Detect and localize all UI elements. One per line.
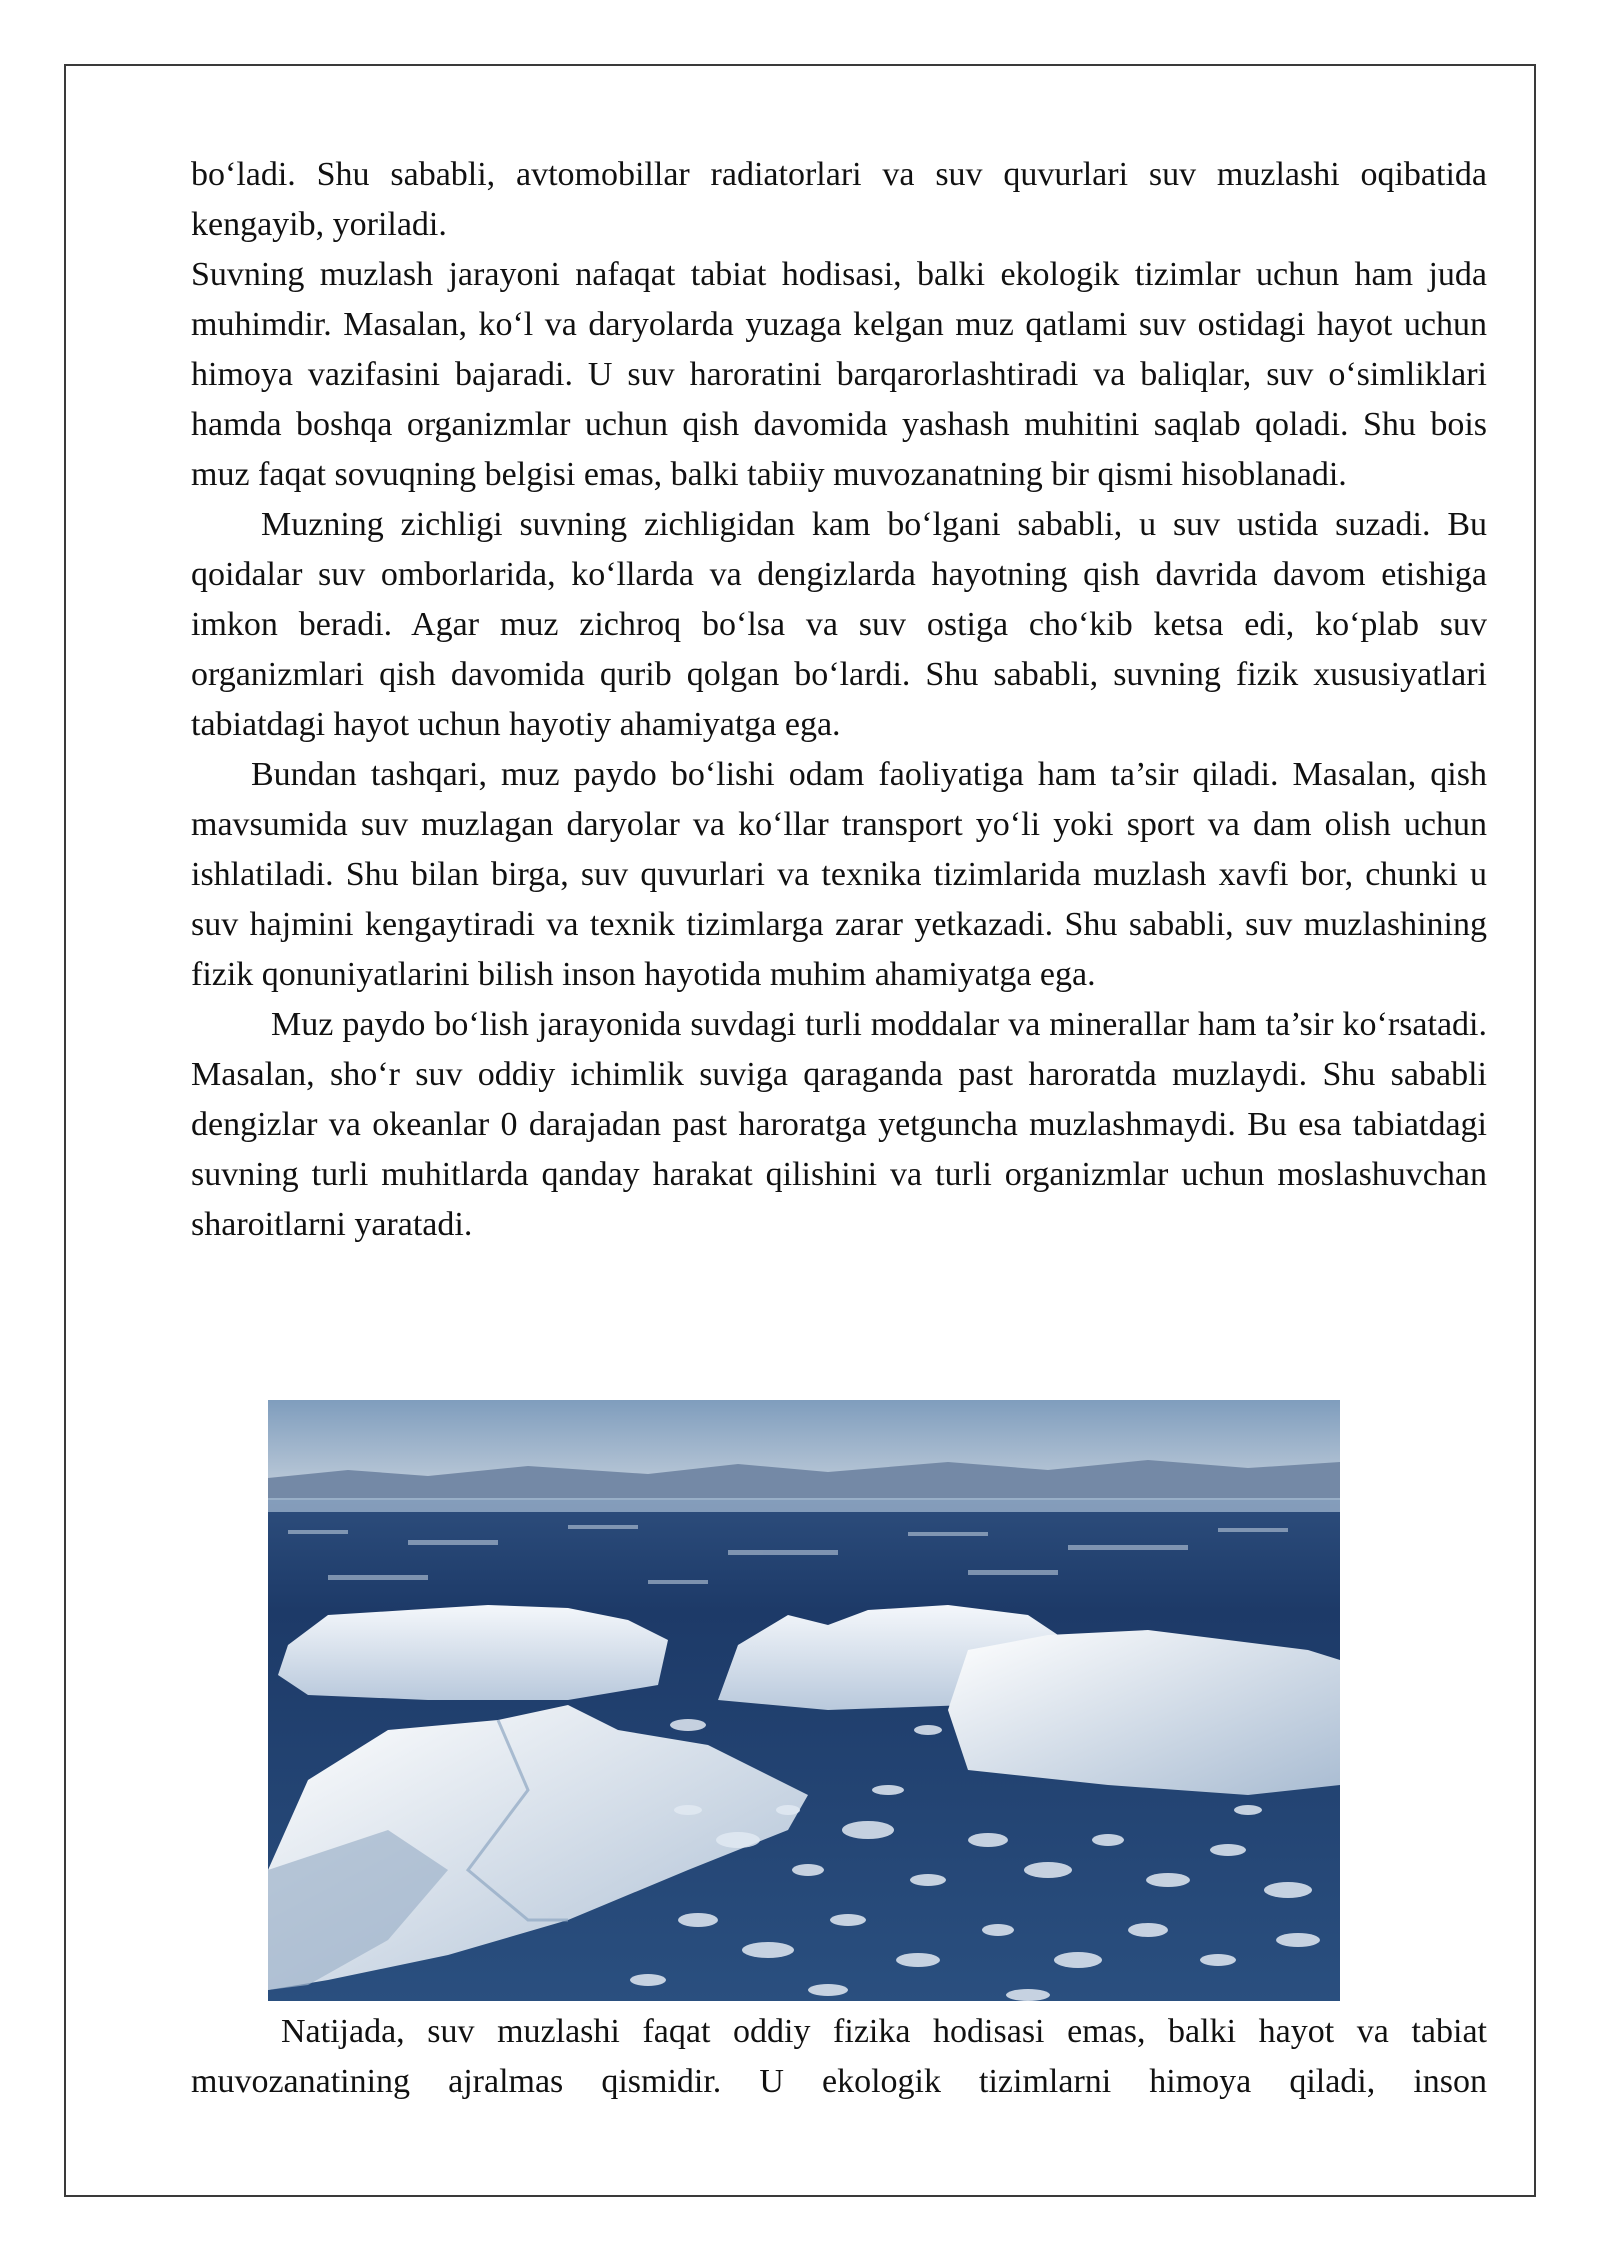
document-body: [191, 150, 1487, 1250]
paragraph-3: Muzning zichligi suvning zichligidan kam bo‘lgani sababli, u suv ustida suzadi. Bu qoidalar suv omborlarida, ko‘llarda va dengizlarda hayotning qish davrida davom etishiga imkon beradi. Agar muz zichroq bo‘lsa va suv ostiga cho‘kib ketsa edi, ko‘plab suv organizmlari qish davomida qurib qolgan bo‘lardi. Shu sababli, suvning fizik xususiyatlari tabiatdagi hayot uchun hayotiy ahamiyatga ega.: [191, 506, 1487, 743]
closing-text: [191, 2007, 1487, 2107]
paragraph-2: Suvning muzlash jarayoni nafaqat tabiat hodisasi, balki ekologik tizimlar uchun ham juda muhimdir. Masalan, ko‘l va daryolarda yuzaga kelgan muz qatlami suv ostidagi hayot uchun himoya vazifasini bajaradi. U suv haroratini barqarorlashtiradi va baliqlar, suv o‘simliklari hamda boshqa organizmlar uchun qish davomida yashash muhitini saqlab qoladi. Shu bois muz faqat sovuqning belgisi emas, balki tabiiy muvozanatning bir qismi hisoblanadi.: [191, 256, 1487, 493]
paragraph-4: Bundan tashqari, muz paydo bo‘lishi odam faoliyatiga ham ta’sir qiladi. Masalan, qish mavsumida suv muzlagan daryolar va ko‘llar transport yo‘li yoki sport va dam olish uchun ishlatiladi. Shu bilan birga, suv quvurlari va texnika tizimlarida muzlash xavfi bor, chunki u suv hajmini kengaytiradi va texnik tizimlarga zarar yetkazadi. Shu sababli, suv muzlashining fizik qonuniyatlarini bilish inson hayotida muhim ahamiyatga ega.: [191, 756, 1487, 993]
paragraph-closing: Natijada, suv muzlashi faqat oddiy fizika hodisasi emas, balki hayot va tabiat muvozanatining ajralmas qismidir. U ekologik tizimlarni himoya qiladi, inson: [191, 2013, 1487, 2100]
paragraph-5: Muz paydo bo‘lish jarayonida suvdagi turli moddalar va minerallar ham ta’sir ko‘rsatadi. Masalan, sho‘r suv oddiy ichimlik suviga qaraganda past haroratda muzlaydi. Shu sababli dengizlar va okeanlar 0 darajadan past haroratga yetguncha muzlashmaydi. Bu esa tabiatdagi suvning turli muhitlarda qanday harakat qilishini va turli organizmlar uchun moslashuvchan sharoitlarni yaratadi.: [191, 1006, 1487, 1243]
paragraph-1: bo‘ladi. Shu sababli, avtomobillar radiatorlari va suv quvurlari suv muzlashi oqibatida kengayib, yoriladi.: [191, 156, 1487, 243]
iceberg-photo: [268, 1400, 1340, 2001]
